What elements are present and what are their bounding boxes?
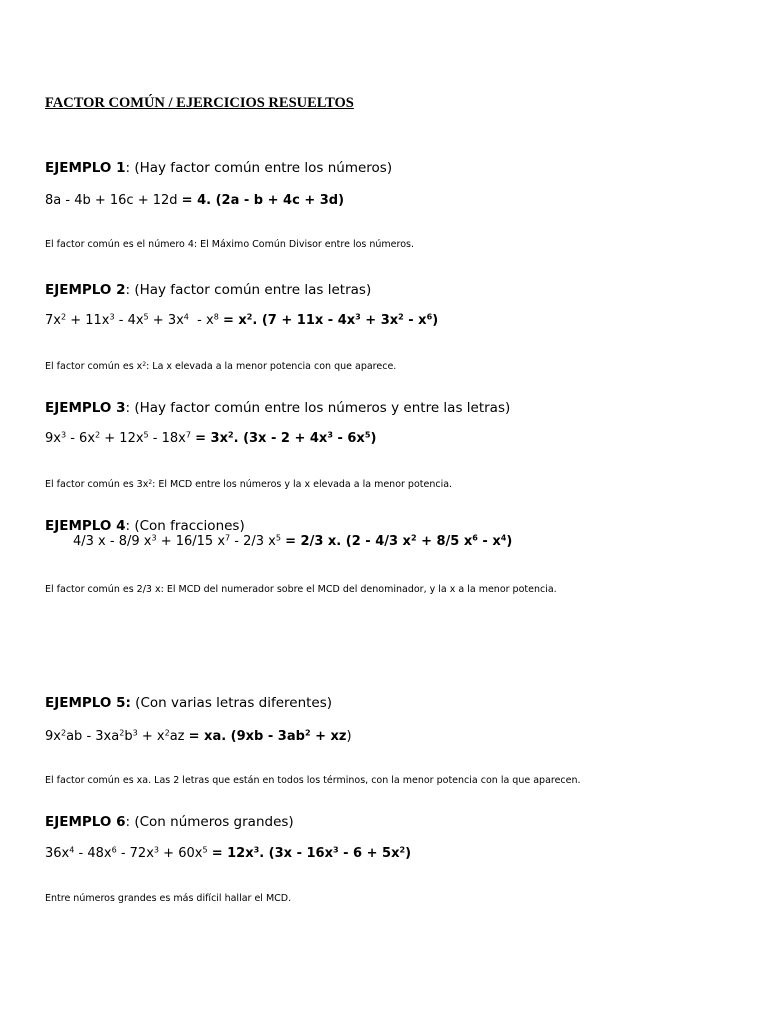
example-4-result: = 2/3 x. (2 - 4/3 $x^2 + 8/5$ $x^6 - x^4$) [285, 533, 513, 549]
example-6-heading [45, 814, 294, 830]
example-3-result: = $3x^2$. $(3x - 2 + 4x^3 - 6x^5)$ [195, 430, 377, 446]
example-1-note: El factor común es el número 4: El Máximo Común Divisor entre los números. [45, 239, 415, 250]
example-2-description: : (Hay factor común entre las letras) [125, 282, 372, 298]
example-5-equation: $9x^2ab - 3xa^2b^3 + x^2az$ = xa. $(9xb - 3ab^2 + xz)$ [45, 728, 352, 744]
example-2-equation [45, 313, 438, 328]
example-3-label: EJEMPLO 3 [45, 400, 126, 416]
example-6-result: = $12x^3$. $(3x - 16x^3 - 6 + 5x^2)$ [211, 845, 412, 861]
example-3-heading [45, 400, 510, 416]
example-2-label: EJEMPLO 2 [45, 282, 126, 298]
example-2-expression: $7x^2 + 11x^3 - 4x^5 + 3x^4 - x^8$ [45, 312, 219, 328]
example-4-label: EJEMPLO 4 [45, 518, 126, 534]
example-3-equation [45, 431, 376, 446]
example-4-equation [73, 534, 512, 549]
example-5-label: EJEMPLO 5: [45, 695, 131, 711]
example-1-heading [45, 160, 392, 176]
example-2-result: = $x^2$. $(7 + 11x - 4x^3 + 3x^2 - x^6)$ [222, 312, 439, 328]
example-5-expression: $9x^2ab - 3xa^2b^3 + x^2az$ [45, 728, 185, 744]
example-4-heading [45, 518, 245, 534]
example-6-label: EJEMPLO 6 [45, 814, 126, 830]
example-6-expression: $36x^4 - 48x^6 - 72x^3 + 60x^5$ [45, 845, 208, 861]
example-1-equation [45, 193, 344, 208]
example-4-note: El factor común es 2/3 x: El MCD del numerador sobre el MCD del denominador, y la x a la menor potencia. [45, 584, 557, 595]
example-5-note: El factor común es xa. Las 2 letras que están en todos los términos, con la menor potencia con la que aparecen. [45, 775, 581, 786]
example-1-description: : (Hay factor común entre los números) [125, 160, 393, 176]
example-3-description: : (Hay factor común entre los números y entre las letras) [125, 400, 511, 416]
example-1-result: = 4. (2a - b + 4c + 3d) [181, 193, 345, 208]
document-title: FACTOR COMÚN / EJERCICIOS RESUELTOS [45, 95, 354, 111]
example-1-label: EJEMPLO 1 [45, 160, 126, 176]
example-6-note: Entre números grandes es más difícil hallar el MCD. [45, 893, 292, 904]
example-3-expression: $9x^3 - 6x^2 + 12x^5 - 18x^7$ [45, 430, 191, 446]
example-5-heading [45, 695, 332, 711]
example-1-expression: 8a - 4b + 16c + 12d [45, 193, 178, 208]
example-2-note: El factor común es $x^2$: La x elevada a la menor potencia con que aparece. [45, 361, 397, 372]
example-4-description: : (Con fracciones) [125, 518, 245, 534]
example-5-description: (Con varias letras diferentes) [130, 695, 333, 711]
example-2-heading [45, 282, 371, 298]
example-4-expression: 4/3 x - 8/9 $x^3 + 16/15$ $x^7 - 2/3$ $x^5$ [73, 533, 281, 549]
example-6-description: : (Con números grandes) [125, 814, 294, 830]
example-5-result: = xa. ($9xb - 3ab^2$ + xz [188, 728, 347, 744]
example-6-equation [45, 846, 411, 861]
example-3-note: El factor común es $3x^2$: El MCD entre los números y la x elevada a la menor potencia. [45, 479, 453, 490]
